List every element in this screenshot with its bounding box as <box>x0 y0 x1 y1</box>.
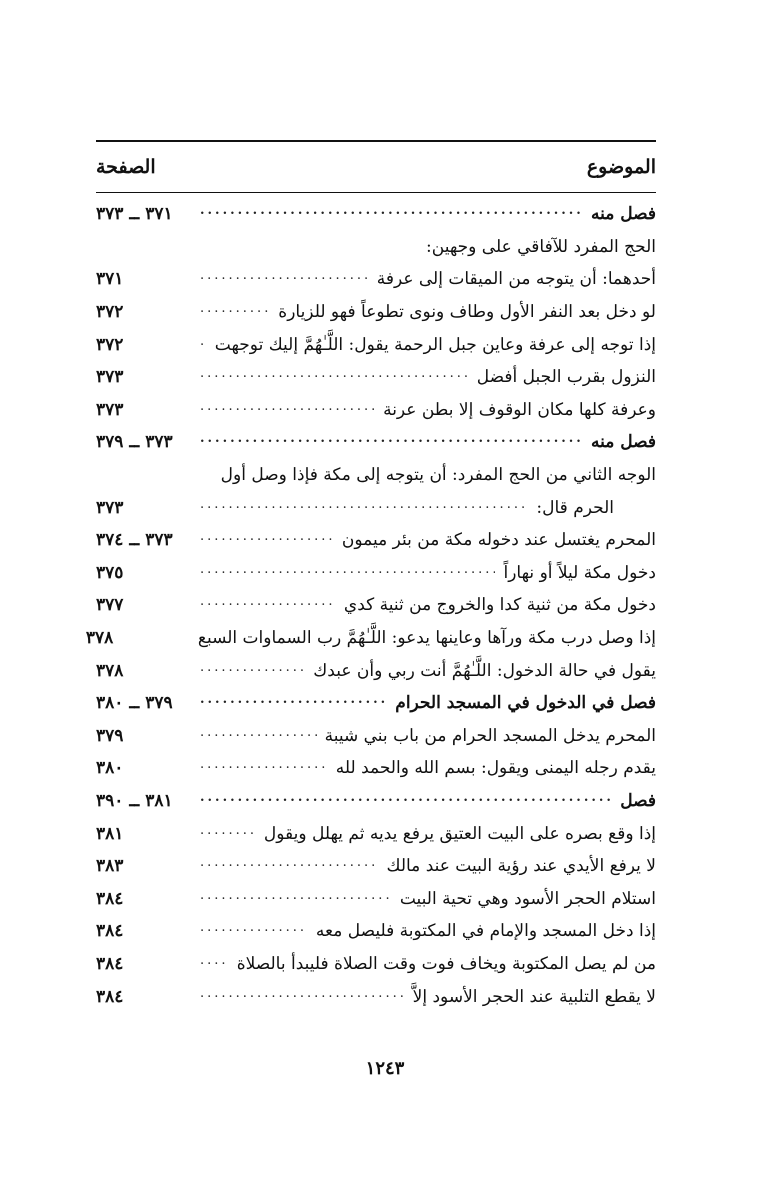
toc-section-entry <box>96 198 656 231</box>
toc-entry <box>96 491 656 524</box>
dot-leader <box>200 729 317 743</box>
entry-page: ٣٧٢ <box>96 302 124 323</box>
toc-entries <box>85 198 656 1013</box>
entry-page: ٣٧٣ <box>96 367 124 388</box>
toc-section-entry <box>96 785 656 818</box>
toc-entry <box>96 589 656 622</box>
entry-title: إذا وقع بصره على البيت العتيق يرفع يديه ثم يهلل ويقول <box>263 823 656 844</box>
entry-title: الحج المفرد للآفاقي على وجهين: <box>426 236 656 257</box>
entry-page: ٣٨٤ <box>96 986 124 1007</box>
header-rule <box>96 192 656 193</box>
entry-title: وعرفة كلها مكان الوقوف إلا بطن عرنة <box>383 399 656 420</box>
toc-header <box>96 142 656 192</box>
entry-title: الوجه الثاني من الحج المفرد: أن يتوجه إلى مكة فإذا وصل أول <box>220 465 656 486</box>
dot-leader <box>200 370 469 384</box>
entry-page: ٣٧٩ <box>96 725 124 746</box>
entry-page: ٣٨١ ــ ٣٩٠ <box>96 790 173 811</box>
dot-leader <box>200 761 328 775</box>
entry-page: ٣٧١ ــ ٣٧٣ <box>96 204 173 225</box>
toc-entry <box>96 915 656 948</box>
toc-entry <box>96 524 656 557</box>
dot-leader <box>200 990 405 1004</box>
entry-page: ٣٨١ <box>96 823 124 844</box>
dot-leader <box>200 794 612 808</box>
entry-page: ٣٨٤ <box>96 921 124 942</box>
dot-leader <box>200 207 583 221</box>
entry-page: ٣٨٤ <box>96 953 124 974</box>
entry-page: ٣٧٨ <box>96 660 124 681</box>
page-number: ١٢٤٣ <box>365 1058 405 1079</box>
entry-page: ٣٧٣ <box>96 399 124 420</box>
dot-leader <box>200 403 375 417</box>
entry-title: يقول في حالة الدخول: اللَّـٰهُمَّ أنت ربي وأن عبدك <box>313 660 656 681</box>
entry-page: ٣٧٢ <box>96 334 124 355</box>
toc-entry <box>96 557 656 590</box>
toc-entry <box>96 328 656 361</box>
dot-leader <box>200 566 495 580</box>
page-column-label: الصفحة <box>96 156 156 178</box>
entry-title: إذا دخل المسجد والإمام في المكتوبة فليصل معه <box>315 921 656 942</box>
entry-title: لا يرفع الأيدي عند رؤية البيت عند مالك <box>386 856 656 877</box>
toc-entry <box>96 654 656 687</box>
dot-leader <box>200 664 305 678</box>
toc-entry <box>96 394 656 427</box>
toc-entry <box>85 622 656 655</box>
toc-entry <box>96 817 656 850</box>
dot-leader <box>200 957 229 971</box>
toc-entry <box>96 752 656 785</box>
toc-entry <box>96 948 656 981</box>
toc-entry <box>96 231 656 264</box>
entry-title: إذا وصل درب مكة ورآها وعاينها يدعو: اللَّـٰهُمَّ رب السماوات السبع <box>197 628 656 649</box>
entry-title: لو دخل بعد النفر الأول وطاف ونوى تطوعاً فهو للزيارة <box>278 302 656 323</box>
dot-leader <box>200 859 379 873</box>
entry-title: من لم يصل المكتوبة ويخاف فوت وقت الصلاة فليبدأ بالصلاة <box>236 953 656 974</box>
toc-page <box>85 140 656 1013</box>
entry-title: فصل منه <box>590 432 656 453</box>
dot-leader <box>200 305 270 319</box>
toc-entry <box>96 882 656 915</box>
dot-leader <box>200 533 334 547</box>
entry-page: ٣٨٤ <box>96 888 124 909</box>
toc-section-entry <box>96 426 656 459</box>
dot-leader <box>200 598 336 612</box>
entry-page: ٣٧٧ <box>96 595 124 616</box>
entry-title: فصل في الدخول في المسجد الحرام <box>395 693 656 714</box>
entry-title: الحرم قال: <box>536 497 614 518</box>
toc-entry <box>96 263 656 296</box>
entry-page: ٣٧٣ ــ ٣٧٩ <box>96 432 173 453</box>
entry-title: إذا توجه إلى عرفة وعاين جبل الرحمة يقول: اللَّـٰهُمَّ إليك توجهت <box>214 334 656 355</box>
toc-entry <box>96 361 656 394</box>
toc-entry <box>96 296 656 329</box>
entry-title: المحرم يدخل المسجد الحرام من باب بني شيبة <box>324 725 656 746</box>
entry-title: فصل منه <box>590 204 656 225</box>
entry-title: يقدم رجله اليمنى ويقول: بسم الله والحمد لله <box>335 758 656 779</box>
entry-page: ٣٧١ <box>96 269 124 290</box>
entry-title: فصل <box>620 790 656 811</box>
dot-leader <box>200 501 528 515</box>
dot-leader <box>200 435 583 449</box>
toc-section-entry <box>96 687 656 720</box>
toc-entry <box>96 459 656 492</box>
entry-page: ٣٧٣ ــ ٣٧٤ <box>96 530 173 551</box>
entry-title: دخول مكة ليلاً أو نهاراً <box>503 562 656 583</box>
dot-leader <box>200 696 387 710</box>
entry-page: ٣٨٠ <box>96 758 124 779</box>
subject-column-label: الموضوع <box>586 156 656 178</box>
toc-entry <box>96 850 656 883</box>
dot-leader <box>200 338 207 352</box>
entry-page: ٣٧٨ <box>85 628 114 649</box>
toc-entry <box>96 980 656 1013</box>
entry-title: أحدهما: أن يتوجه من الميقات إلى عرفة <box>376 269 656 290</box>
toc-entry <box>96 720 656 753</box>
dot-leader <box>200 924 308 938</box>
dot-leader <box>200 827 256 841</box>
entry-page: ٣٧٣ <box>96 497 124 518</box>
entry-title: دخول مكة من ثنية كدا والخروج من ثنية كدي <box>343 595 656 616</box>
entry-page: ٣٧٥ <box>96 562 124 583</box>
entry-page: ٣٧٩ ــ ٣٨٠ <box>96 693 173 714</box>
entry-title: استلام الحجر الأسود وهي تحية البيت <box>399 888 656 909</box>
entry-title: لا يقطع التلبية عند الحجر الأسود إلاَّ <box>412 986 656 1007</box>
dot-leader <box>200 892 392 906</box>
entry-title: المحرم يغتسل عند دخوله مكة من بئر ميمون <box>341 530 656 551</box>
entry-page: ٣٨٣ <box>96 856 124 877</box>
entry-title: النزول بقرب الجبل أفضل <box>476 367 656 388</box>
dot-leader <box>200 272 369 286</box>
